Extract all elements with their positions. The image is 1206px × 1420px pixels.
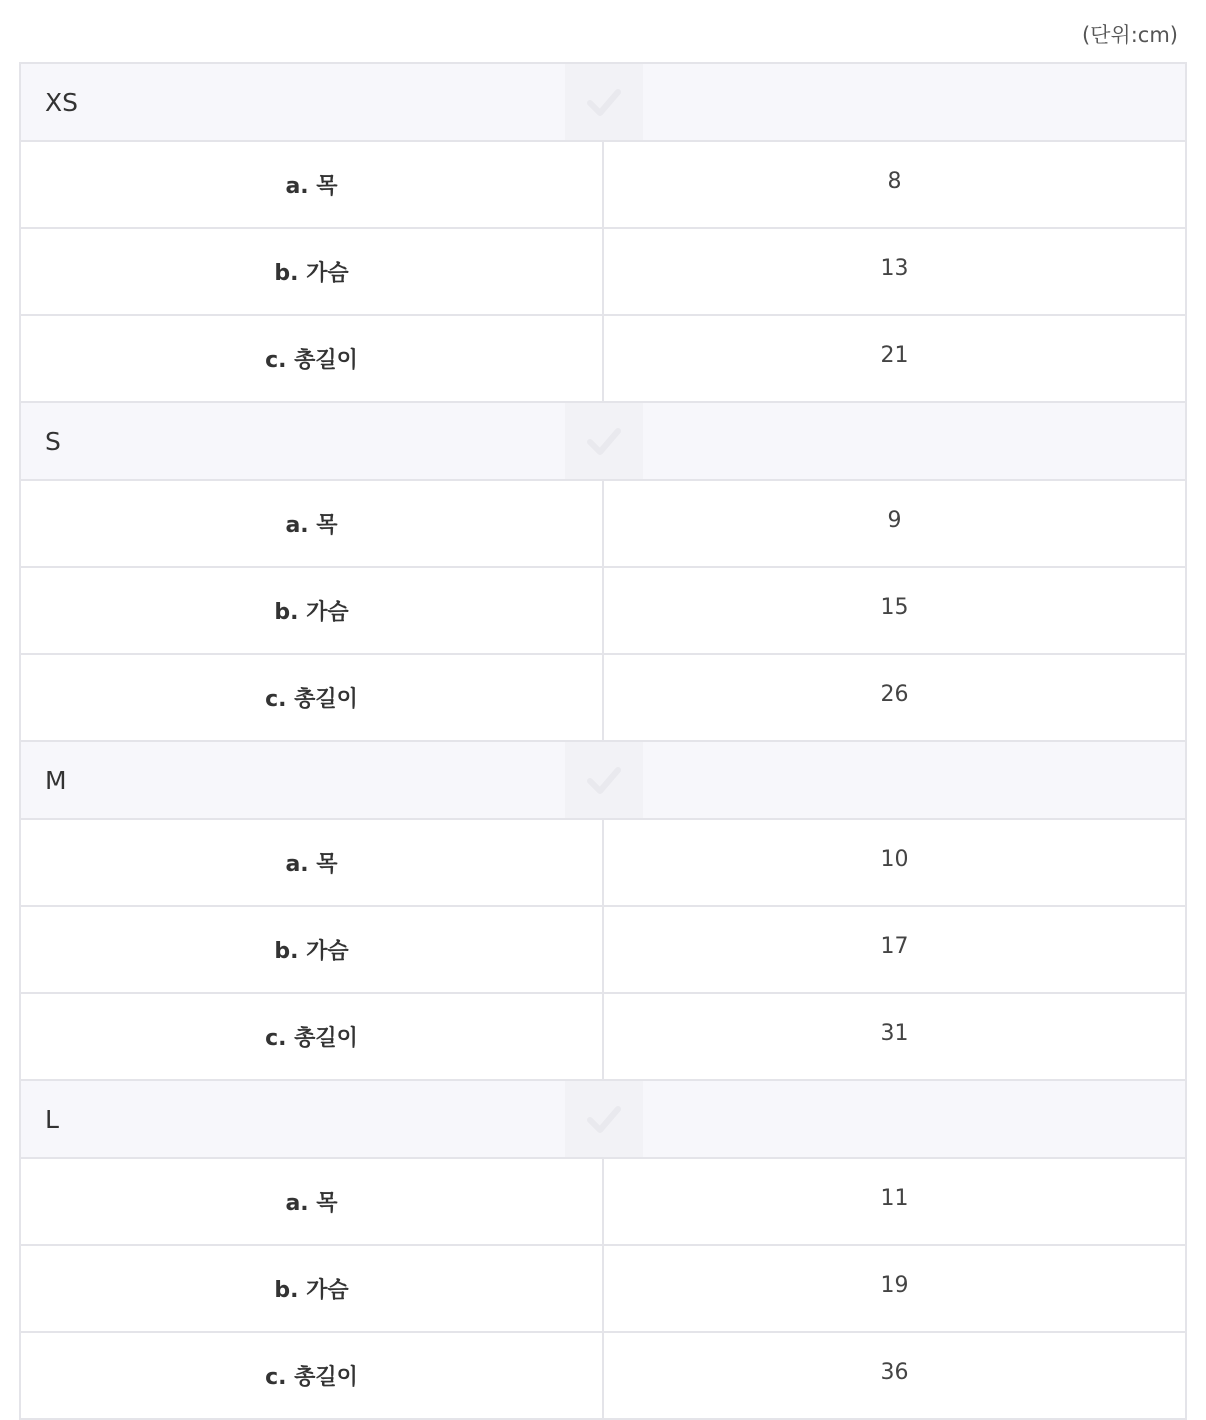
table-row bbox=[20, 141, 1186, 228]
size-name: L bbox=[45, 1104, 59, 1134]
measure-label: c. 총길이 bbox=[20, 1332, 603, 1419]
measure-value: 8 bbox=[603, 141, 1186, 228]
table-row bbox=[20, 654, 1186, 741]
measure-value: 13 bbox=[603, 228, 1186, 315]
size-header-l bbox=[20, 1080, 1186, 1158]
size-header-m bbox=[20, 741, 1186, 819]
size-header-xs bbox=[20, 63, 1186, 141]
table-row bbox=[20, 1158, 1186, 1245]
measure-value: 26 bbox=[603, 654, 1186, 741]
measure-value: 17 bbox=[603, 906, 1186, 993]
size-header-cell bbox=[20, 1080, 1186, 1158]
measure-label: b. 가슴 bbox=[20, 906, 603, 993]
measure-value: 21 bbox=[603, 315, 1186, 402]
measure-label: c. 총길이 bbox=[20, 654, 603, 741]
measure-label: b. 가슴 bbox=[20, 228, 603, 315]
checkmark-icon bbox=[565, 742, 643, 818]
table-row bbox=[20, 819, 1186, 906]
measure-label: a. 목 bbox=[20, 1158, 603, 1245]
measure-label: c. 총길이 bbox=[20, 993, 603, 1080]
measure-value: 15 bbox=[603, 567, 1186, 654]
measure-value: 19 bbox=[603, 1245, 1186, 1332]
measure-label: b. 가슴 bbox=[20, 1245, 603, 1332]
size-table bbox=[19, 62, 1187, 1420]
unit-note: (단위:cm) bbox=[1081, 23, 1178, 47]
measure-value: 9 bbox=[603, 480, 1186, 567]
table-row bbox=[20, 228, 1186, 315]
size-header-cell bbox=[20, 63, 1186, 141]
size-name: S bbox=[45, 426, 61, 456]
checkmark-icon bbox=[565, 64, 643, 140]
measure-label: a. 목 bbox=[20, 480, 603, 567]
measure-value: 31 bbox=[603, 993, 1186, 1080]
measure-value: 36 bbox=[603, 1332, 1186, 1419]
checkmark-icon bbox=[565, 403, 643, 479]
measure-label: a. 목 bbox=[20, 819, 603, 906]
measure-label: c. 총길이 bbox=[20, 315, 603, 402]
size-name: XS bbox=[45, 87, 78, 117]
size-header-cell bbox=[20, 741, 1186, 819]
size-header-s bbox=[20, 402, 1186, 480]
checkmark-icon bbox=[565, 1081, 643, 1157]
table-row bbox=[20, 906, 1186, 993]
size-header-cell bbox=[20, 402, 1186, 480]
measure-value: 10 bbox=[603, 819, 1186, 906]
measure-label: b. 가슴 bbox=[20, 567, 603, 654]
measure-value: 11 bbox=[603, 1158, 1186, 1245]
table-row bbox=[20, 1245, 1186, 1332]
measure-label: a. 목 bbox=[20, 141, 603, 228]
table-row bbox=[20, 1332, 1186, 1419]
table-row bbox=[20, 480, 1186, 567]
table-row bbox=[20, 993, 1186, 1080]
table-row bbox=[20, 567, 1186, 654]
size-name: M bbox=[45, 765, 67, 795]
table-row bbox=[20, 315, 1186, 402]
